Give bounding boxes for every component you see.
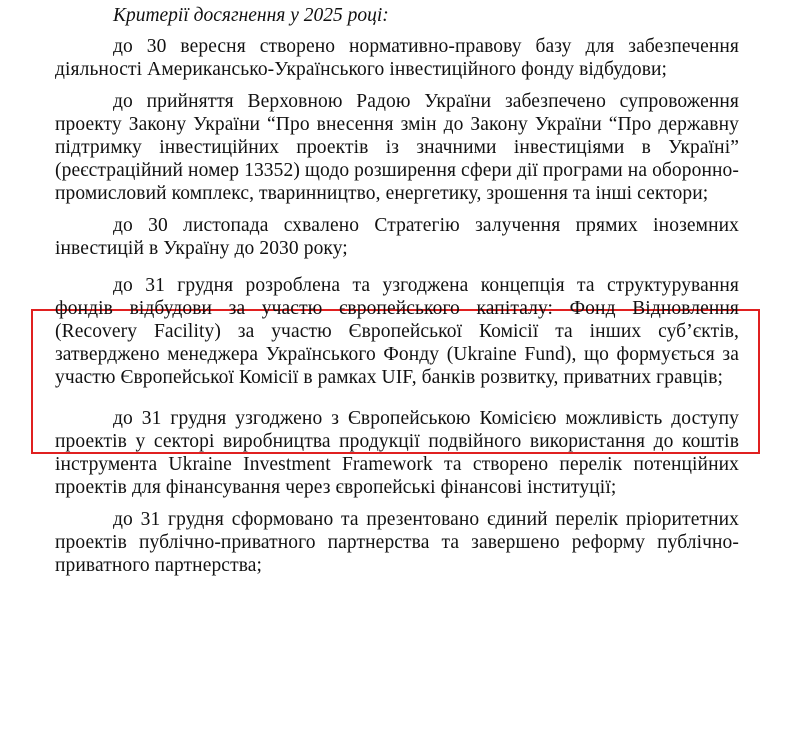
criterion-paragraph: до 31 грудня узгоджено з Європейською Комісією можливість доступу проектів у секторі виробництва продукції подвійного використання до коштів інструмента Ukraine Investment Framework та створено перелік потенційних проектів для фінансування через європейські фінансові інституції; [55,408,739,498]
criteria-heading: Критерії досягнення у 2025 році: [113,5,389,26]
criterion-paragraph: до прийняття Верховною Радою України забезпечено супровоження проекту Закону України “Про внесення змін до Закону України “Про державну підтримку інвестиційних проектів із значними інвестиціями в Україні” (реєстраційний номер 13352) щодо розширення сфери дії програми на оборонно-промисловий комплекс, тваринництво, енергетику, зрошення та інші сектори; [55,91,740,204]
criterion-paragraph: до 30 вересня створено нормативно-правову базу для забезпечення діяльності Американсько-Українського інвестиційного фонду відбудови; [55,36,739,80]
criterion-paragraph: до 30 листопада схвалено Стратегію залучення прямих іноземних інвестицій в Україну до 2030 року; [55,215,739,259]
criterion-paragraph: до 31 грудня сформовано та презентовано єдиний перелік пріоритетних проектів публічно-приватного партнерства та завершено реформу публічно-приватного партнерства; [55,509,739,576]
criterion-paragraph-highlighted: до 31 грудня розроблена та узгоджена концепція та структурування фондів відбудови за участю європейського капіталу: Фонд Відновлення (Recovery Facility) за участю Європейської Комісії та інших суб’єктів, затверджено менеджера Українського Фонду (Ukraine Fund), що формується за участю Європейської Комісії в рамках UIF, банків розвитку, приватних гравців; [55,275,739,388]
document-body [55,4,739,586]
